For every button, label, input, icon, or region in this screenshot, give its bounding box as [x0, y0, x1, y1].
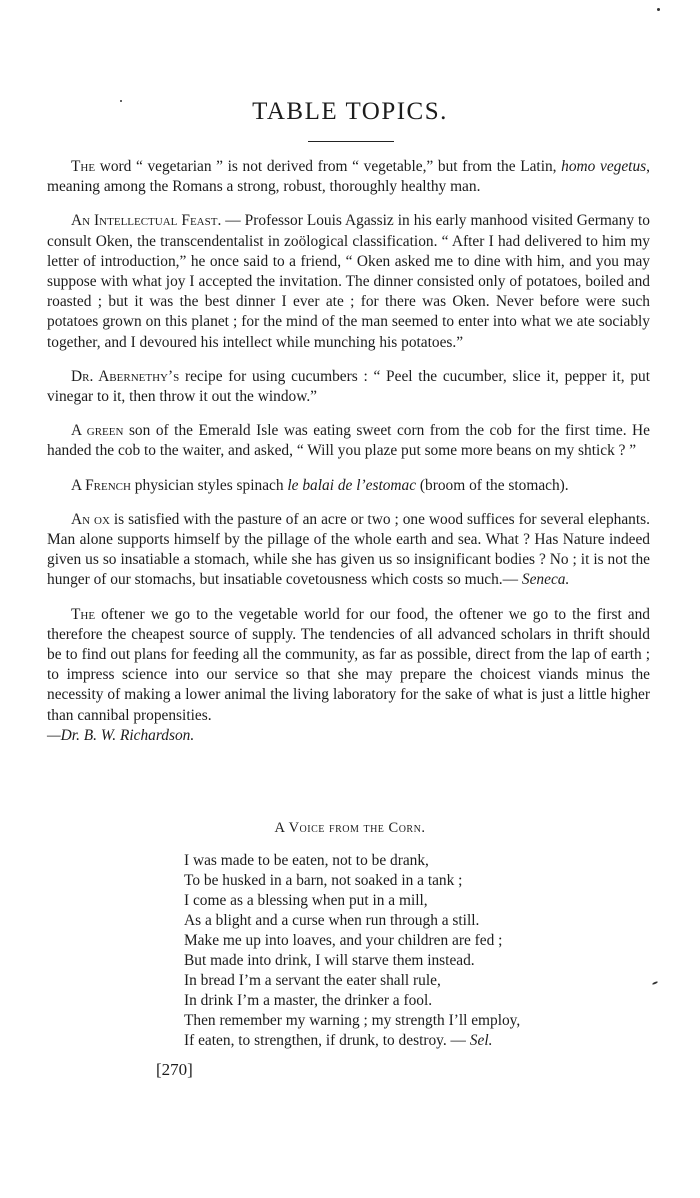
- paragraph-vegetable-world: [47, 605, 650, 726]
- poem-line-last: [184, 1031, 520, 1051]
- paragraph-french-physician: [47, 476, 650, 496]
- attribution-text: —Dr. B. W. Richardson.: [47, 726, 195, 744]
- scan-speck: [657, 8, 660, 11]
- poem-line: In bread I’m a servant the eater shall rule,: [184, 972, 441, 989]
- poem-title: A Voice from the Corn.: [274, 820, 426, 836]
- paragraph-intellectual-feast: [47, 211, 650, 352]
- paragraph-emerald-isle: [47, 421, 650, 461]
- poem-line: If eaten, to strengthen, if drunk, to destroy. —: [184, 1032, 470, 1049]
- poem: [184, 851, 520, 1051]
- paragraph-abernethy: [47, 367, 650, 407]
- paragraph-text: son of the Emerald Isle was eating sweet corn from the cob for the first time. He handed the cob to the waiter, and asked, “ Will you plaze put some more beans on my shtick ? ”: [47, 422, 650, 460]
- poem-line: I come as a blessing when put in a mill,: [184, 892, 428, 909]
- paragraph-italic: Seneca.: [521, 571, 570, 589]
- page-number: [270]: [156, 1060, 193, 1079]
- paragraph-text: is satisfied with the pasture of an acre or two ; one wood suffices for several elephants. Man alone supports himself by the pillage of the whole earth and sea. What ? Has Nature indeed given us so insatiable a stomach, while she has given us so insignificant bodies ? No ; it is not the hunger of our stomachs, but insatiable covetousness which costs so much.—: [47, 510, 650, 589]
- paragraph-lead: An ox: [71, 510, 110, 528]
- paragraph-text: physician styles spinach: [130, 476, 288, 494]
- paragraph-lead: A green: [71, 422, 124, 440]
- poem-line: Make me up into loaves, and your children are fed ;: [184, 932, 503, 949]
- paragraph-vegetarian: [47, 157, 650, 197]
- paragraph-lead: The: [71, 158, 96, 175]
- poem-line: But made into drink, I will starve them instead.: [184, 952, 475, 969]
- paragraph-text: — Professor Louis Agassiz in his early manhood visited Germany to consult Oken, the transcendentalist in zoölogical classification. “ After I had delivered to him my letter of introduction,” he once said to a friend, “ Oken asked me to dine with him, and you may suppose with what joy I accepted the invitation. The dinner consisted only of potatoes, boiled and roasted ; but it was the best dinner I ever ate ; for there was Oken. Never before were such potatoes grown on this planet ; for the mind of the man seemed to enter into what we ate sociably together, and I devoured his intellect while munching his potatoes.”: [47, 212, 650, 351]
- paragraph-tail: , meaning among the Romans a strong, robust, thoroughly healthy man.: [47, 158, 650, 196]
- paragraph-lead: Dr. Abernethy’s: [71, 367, 180, 385]
- poem-line: As a blight and a curse when run through a still.: [184, 912, 480, 929]
- paragraph-ox: [47, 510, 650, 591]
- poem-line: To be husked in a barn, not soaked in a tank ;: [184, 872, 463, 889]
- attribution: [47, 726, 650, 746]
- article-body: [47, 157, 650, 746]
- poem-signature: Sel.: [469, 1032, 493, 1049]
- paragraph-italic: le balai de l’estomac: [287, 476, 417, 494]
- paragraph-lead: The: [71, 605, 96, 623]
- poem-line: I was made to be eaten, not to be drank,: [184, 852, 429, 869]
- paragraph-tail: (broom of the stomach).: [416, 476, 569, 494]
- poem-line: In drink I’m a master, the drinker a fool.: [184, 992, 433, 1009]
- poem-line: Then remember my warning ; my strength I’ll employ,: [184, 1012, 521, 1029]
- paragraph-lead: An Intellectual Feast.: [71, 212, 222, 230]
- paragraph-text: oftener we go to the vegetable world for our food, the oftener we go to the first and therefore the cheapest source of supply. The tendencies of all advanced scholars in thrift should be to find out plans for feeding all the community, as far as possible, direct from the lap of earth ; to impress science into our service so that she may prepare the choicest viands minus the necessity of making a lower animal the living laboratory for the sake of what is just a little higher than cannibal propensities.: [47, 605, 650, 724]
- paragraph-text: word “ vegetarian ” is not derived from “ vegetable,” but from the Latin,: [95, 158, 562, 175]
- paragraph-text: recipe for using cucumbers : “ Peel the cucumber, slice it, pepper it, put vinegar to it, then throw it out the window.”: [47, 367, 650, 406]
- paragraph-italic: homo vegetus: [561, 158, 647, 175]
- paragraph-lead: A French: [71, 476, 131, 494]
- title-rule: [308, 141, 394, 142]
- scan-speck: [652, 981, 658, 985]
- scan-speck: [120, 100, 122, 102]
- page-title: TABLE TOPICS.: [252, 98, 448, 125]
